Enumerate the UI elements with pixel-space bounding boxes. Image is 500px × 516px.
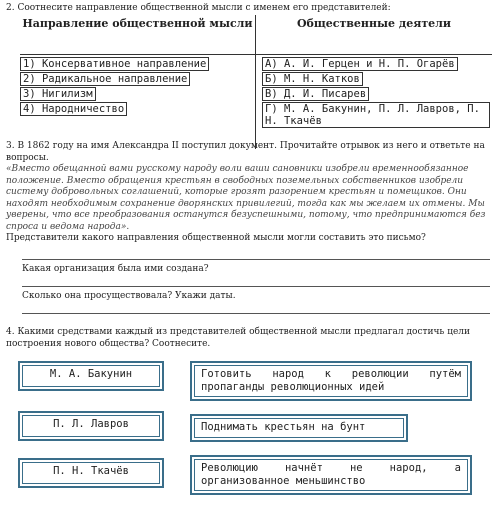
- question-3-3: Сколько она просуществовала? Укажи даты.: [22, 291, 236, 301]
- idea-label: Поднимать крестьян на бунт: [194, 418, 404, 438]
- name-box-bakunin[interactable]: [18, 361, 164, 391]
- idea-box-minority[interactable]: [190, 455, 472, 495]
- name-label: М. А. Бакунин: [22, 365, 160, 387]
- name-label: П. Л. Лавров: [22, 415, 160, 437]
- idea-label: Готовить народ к революции путём пропаганды революционных идей: [194, 365, 468, 397]
- direction-item[interactable]: 3) Нигилизм: [20, 87, 96, 101]
- figures-column: [256, 55, 492, 149]
- direction-item[interactable]: 2) Радикальное направление: [20, 72, 190, 86]
- direction-item[interactable]: 1) Консервативное направление: [20, 57, 209, 71]
- matching-table: [20, 15, 492, 149]
- column-header-figures: Общественные деятели: [296, 17, 452, 30]
- idea-box-riot[interactable]: [190, 414, 408, 442]
- answer-line-1[interactable]: [22, 259, 490, 260]
- document-quote: «Вместо обещанной вами русскому народу воли ваши сановники изобрели временнообязанное положение. Вместо обращения крестьян в свободных поземельных собственников изобрели систему добровольных соглашений, которые грозят разорением крестьян и помещиков. Они находят необходимым сохранение дворянских привилегий, тогда как мы желаем их отмены. Мы уверены, что все преобразования останутся безуспешными, потому, что предпринимаются без спроса и ведома народа».: [6, 164, 486, 232]
- question-2-heading: 2. Соотнесите направление общественной мысли с именем его представителей:: [6, 3, 391, 13]
- figure-item[interactable]: Б) М. Н. Катков: [262, 72, 363, 86]
- name-box-tkachev[interactable]: [18, 458, 164, 488]
- question-3-prompt: 3. В 1862 году на имя Александра II поступил документ. Прочитайте отрывок из него и ответьте на вопросы.: [6, 141, 485, 163]
- name-label: П. Н. Ткачёв: [22, 462, 160, 484]
- table-body: [20, 55, 492, 149]
- directions-column: [20, 55, 256, 149]
- question-3-2: Какая организация была ими создана?: [22, 264, 209, 274]
- column-header-directions: Направление общественной мысли: [20, 15, 256, 54]
- idea-label: Революцию начнёт не народ, а организованное меньшинство: [194, 459, 468, 491]
- figure-item[interactable]: А) А. И. Герцен и Н. П. Огарёв: [262, 57, 458, 71]
- answer-line-3[interactable]: [22, 313, 490, 314]
- name-box-lavrov[interactable]: [18, 411, 164, 441]
- question-3-1: Представители какого направления общественной мысли могли составить это письмо?: [6, 233, 426, 243]
- figure-item[interactable]: В) Д. И. Писарев: [262, 87, 369, 101]
- question-4-prompt: 4. Какими средствами каждый из представителей общественной мысли предлагал достичь цели построения нового общества? Соотнесите.: [6, 327, 471, 349]
- question-3: [6, 141, 494, 245]
- direction-item[interactable]: 4) Народничество: [20, 102, 127, 116]
- table-header: [20, 15, 492, 55]
- answer-line-2[interactable]: [22, 286, 490, 287]
- figure-item[interactable]: Г) М. А. Бакунин, П. Л. Лавров, П. Н. Ткачёв: [262, 102, 490, 128]
- idea-box-propaganda[interactable]: [190, 361, 472, 401]
